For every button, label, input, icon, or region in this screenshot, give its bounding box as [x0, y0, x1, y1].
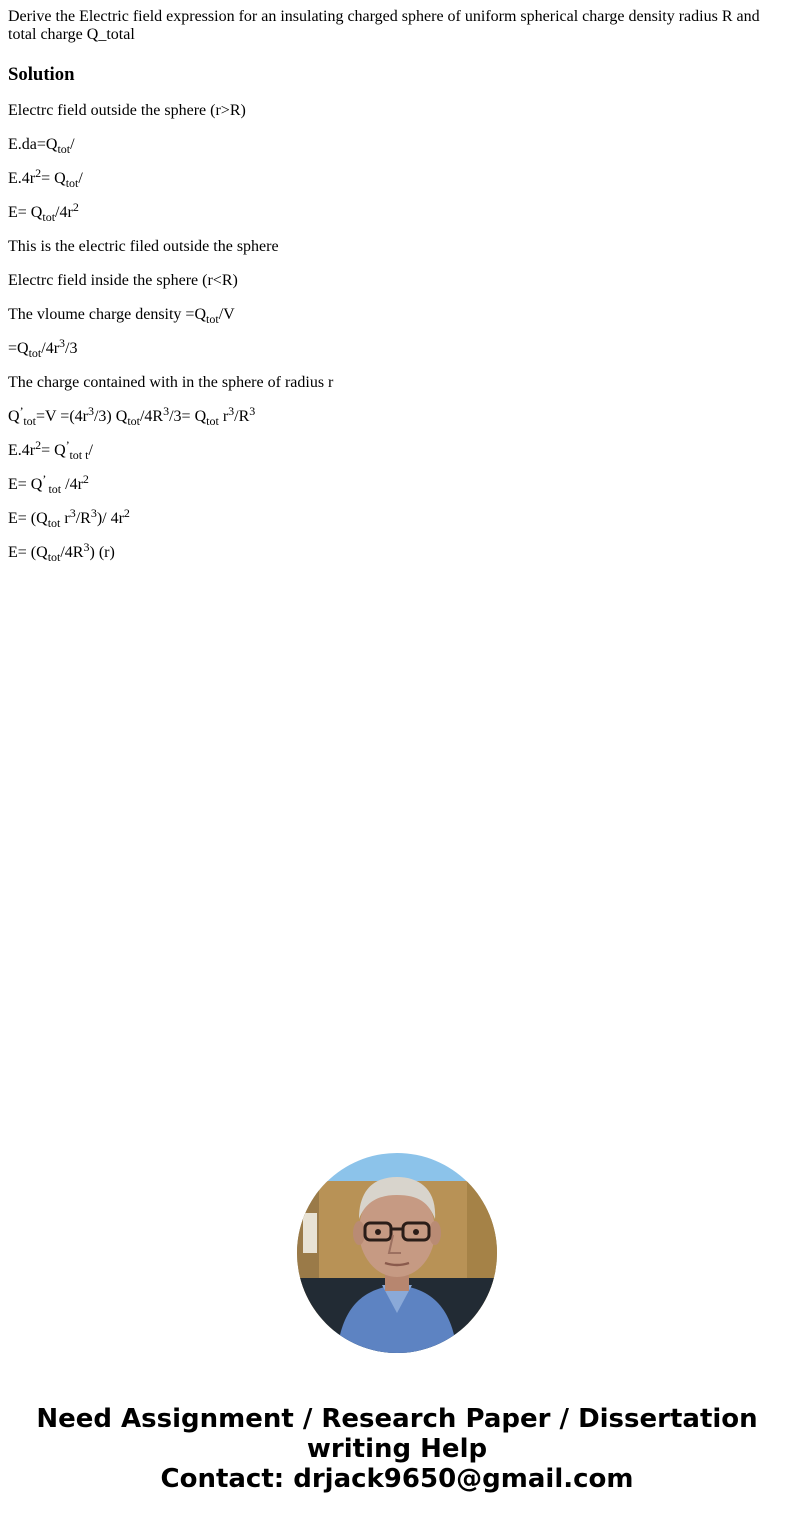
solution-line [8, 200, 786, 224]
superscript: 3 [249, 404, 256, 418]
line-text: E.4r [8, 170, 36, 187]
solution-line [8, 404, 786, 428]
superscript: 3 [228, 404, 235, 418]
line-text: E.4r [8, 442, 36, 459]
line-text: =V =(4r [36, 408, 88, 425]
line-text: E= (Q [8, 510, 48, 527]
solution-line [8, 506, 786, 530]
line-text: r [218, 408, 229, 425]
superscript: ’ [65, 438, 70, 452]
subscript: tot t [69, 448, 89, 462]
footer-line-1: Need Assignment / Research Paper / Dissertation [36, 1404, 758, 1434]
solution-document [8, 8, 786, 562]
superscript: 3 [163, 404, 170, 418]
line-text: /4r [41, 340, 60, 357]
subscript: tot [206, 312, 219, 326]
line-text: E= Q [8, 204, 43, 221]
line-text: Q [8, 408, 20, 425]
author-avatar [297, 1153, 497, 1353]
solution-line [8, 438, 786, 462]
solution-line [8, 102, 786, 120]
superscript: 2 [35, 166, 42, 180]
subscript: tot [206, 414, 219, 428]
line-text: /3= Q [169, 408, 207, 425]
line-text: / [78, 170, 83, 187]
solution-heading: Solution [8, 64, 75, 85]
subscript: tot [47, 550, 61, 564]
superscript: 3 [87, 404, 94, 418]
solution-line [8, 374, 786, 392]
solution-line [8, 540, 786, 564]
subscript: tot [23, 414, 37, 428]
superscript: 2 [82, 472, 89, 486]
subscript: tot [65, 176, 79, 190]
subscript: tot [127, 414, 140, 428]
subscript: tot [45, 482, 62, 496]
superscript: 3 [90, 506, 97, 520]
line-text: /3 [65, 340, 78, 357]
line-text: Electrc field inside the sphere (r<R) [8, 272, 238, 289]
line-text: Electrc field outside the sphere (r>R) [8, 102, 246, 119]
contact-footer [0, 1404, 794, 1494]
line-text: E= (Q [8, 544, 48, 561]
line-text: E= Q [8, 476, 43, 493]
line-text: /4R [139, 408, 164, 425]
superscript: 2 [72, 200, 79, 214]
solution-line [8, 272, 786, 290]
line-text: / [88, 442, 93, 459]
solution-line [8, 472, 786, 496]
superscript: ’ [42, 472, 46, 486]
line-text: ) (r) [89, 544, 115, 561]
footer-line-2: writing Help [306, 1434, 488, 1464]
solution-line [8, 136, 786, 154]
superscript: ’ [19, 404, 24, 418]
line-text: The vloume charge density =Q [8, 306, 207, 323]
line-text: / [70, 136, 75, 153]
superscript: 3 [69, 506, 76, 520]
superscript: 3 [83, 540, 90, 554]
line-text: = Q [41, 442, 66, 459]
solution-line [8, 238, 786, 256]
superscript: 2 [123, 506, 130, 520]
line-text: = Q [41, 170, 66, 187]
solution-lines [8, 102, 786, 562]
question-text: Derive the Electric field expression for an insulating charged sphere of uniform spherical charge density radius R and total charge Q_total [8, 8, 760, 43]
superscript: 3 [59, 336, 66, 350]
subscript: tot [28, 346, 42, 360]
author-portrait-image [297, 1153, 497, 1353]
subscript: tot [47, 516, 61, 530]
superscript: 2 [35, 438, 42, 452]
line-text: /3) Q [93, 408, 128, 425]
line-text: /V [218, 306, 235, 323]
solution-line [8, 336, 786, 360]
line-text: /4r [55, 204, 73, 221]
footer-contact: Contact: drjack9650@gmail.com [160, 1464, 634, 1494]
line-text: The charge contained with in the sphere of radius r [8, 374, 334, 391]
line-text: /4R [60, 544, 84, 561]
line-text: /4r [61, 476, 83, 493]
solution-line [8, 306, 786, 324]
line-text: /R [234, 408, 250, 425]
line-text: =Q [8, 340, 29, 357]
line-text: E.da=Q [8, 136, 58, 153]
subscript: tot [42, 210, 56, 224]
line-text: /R [75, 510, 91, 527]
subscript: tot [57, 142, 71, 156]
line-text: r [60, 510, 70, 527]
solution-line [8, 166, 786, 190]
line-text: )/ 4r [96, 510, 124, 527]
line-text: This is the electric filed outside the sphere [8, 238, 279, 255]
